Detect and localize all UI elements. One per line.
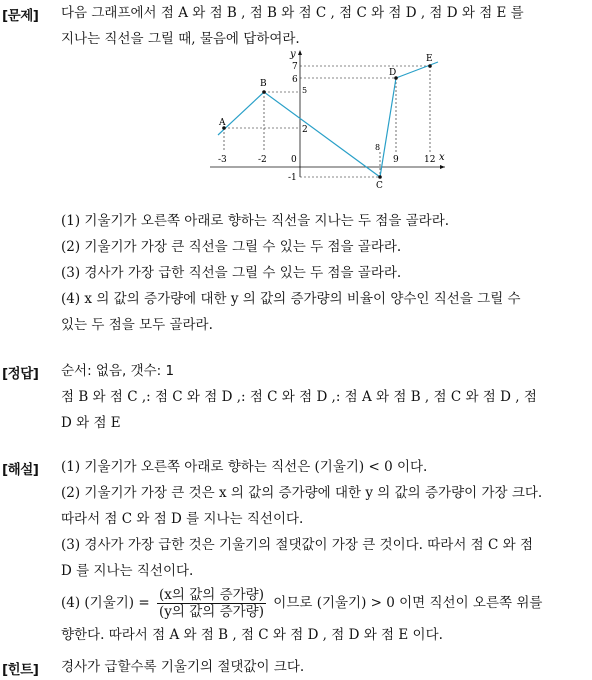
question-4-cont: 있는 두 점을 모두 골라라. <box>61 317 213 333</box>
graph-polyline <box>218 62 438 177</box>
slope-fraction <box>157 587 266 620</box>
x-tick: -3 <box>218 155 227 165</box>
point-b <box>262 90 266 94</box>
point-label-e: E <box>426 54 433 64</box>
hint-body <box>61 654 589 680</box>
y-axis-label: y <box>290 49 296 60</box>
answer-line: 점 B 와 점 C ,: 점 C 와 점 D ,: 점 C 와 점 D ,: 점 A 와 점 B , 점 C 와 점 D , 점 <box>61 389 537 405</box>
problem-questions <box>61 208 589 338</box>
question-2: (2) 기울기가 가장 큰 직선을 그릴 수 있는 두 점을 골라라. <box>61 239 402 255</box>
x-tick: 8 <box>375 143 381 152</box>
x-axis-label: x <box>439 152 445 163</box>
answer-tag: [정답] <box>2 366 39 382</box>
formula-prefix: (4) (기울기) = <box>61 595 150 611</box>
explanation-tag: [해설] <box>2 462 39 478</box>
origin-label: 0 <box>291 155 297 165</box>
point-label-b: B <box>260 79 267 89</box>
x-axis-arrow <box>440 165 445 169</box>
question-1: (1) 기울기가 오른쪽 아래로 향하는 직선을 지나는 두 점을 골라라. <box>61 213 450 229</box>
point-label-c: C <box>376 181 383 191</box>
hint-tag: [힌트] <box>2 662 39 678</box>
problem-tag: [문제] <box>2 8 39 24</box>
problem-intro-line: 다음 그래프에서 점 A 와 점 B , 점 B 와 점 C , 점 C 와 점 D , 점 D 와 점 E 를 <box>61 5 524 21</box>
hint-text: 경사가 급할수록 기울기의 절댓값이 크다. <box>61 659 305 675</box>
point-e <box>428 64 432 68</box>
point-c <box>378 175 382 179</box>
explanation-body <box>61 454 589 648</box>
coordinate-graph <box>0 40 592 230</box>
y-axis-arrow <box>298 50 302 55</box>
point-label-d: D <box>389 68 397 78</box>
answer-body <box>61 358 589 436</box>
explanation-line: (2) 기울기가 가장 큰 것은 x 의 값의 증가량에 대한 y 의 값의 증가량이 가장 크다. <box>61 485 543 501</box>
problem-intro-line: 지나는 직선을 그릴 때, 물음에 답하여라. <box>61 31 300 47</box>
explanation-formula-line <box>61 584 589 622</box>
guide-lines <box>224 66 430 177</box>
fraction-denominator: (y의 값의 증가량) <box>158 604 264 620</box>
x-tick: 9 <box>393 155 399 165</box>
x-tick: -2 <box>258 155 267 165</box>
y-tick: -1 <box>288 173 297 183</box>
question-3: (3) 경사가 가장 급한 직선을 그릴 수 있는 두 점을 골라라. <box>61 265 402 281</box>
y-tick: 5 <box>302 86 308 95</box>
explanation-line: 향한다. 따라서 점 A 와 점 B , 점 C 와 점 D , 점 D 와 점 E 이다. <box>61 627 443 643</box>
explanation-line: (1) 기울기가 오른쪽 아래로 향하는 직선은 (기울기) < 0 이다. <box>61 459 428 475</box>
y-tick: 7 <box>292 62 298 72</box>
formula-suffix: 이므로 (기울기) > 0 이면 직선이 오른쪽 위를 <box>273 595 543 611</box>
point-label-a: A <box>219 118 226 128</box>
answer-line: 순서: 없음, 갯수: 1 <box>61 363 175 379</box>
y-tick: 2 <box>302 125 308 135</box>
explanation-line: D 를 지나는 직선이다. <box>61 563 194 579</box>
y-tick: 6 <box>292 75 298 85</box>
fraction-numerator: (x의 값의 증가량) <box>157 587 266 604</box>
x-tick: 12 <box>424 155 436 165</box>
answer-line: D 와 점 E <box>61 415 121 431</box>
explanation-line: 따라서 점 C 와 점 D 를 지나는 직선이다. <box>61 511 304 527</box>
question-4: (4) x 의 값의 증가량에 대한 y 의 값의 증가량의 비율이 양수인 직선을 그릴 수 <box>61 291 521 307</box>
explanation-line: (3) 경사가 가장 급한 것은 기울기의 절댓값이 가장 큰 것이다. 따라서 점 C 와 점 <box>61 537 534 553</box>
